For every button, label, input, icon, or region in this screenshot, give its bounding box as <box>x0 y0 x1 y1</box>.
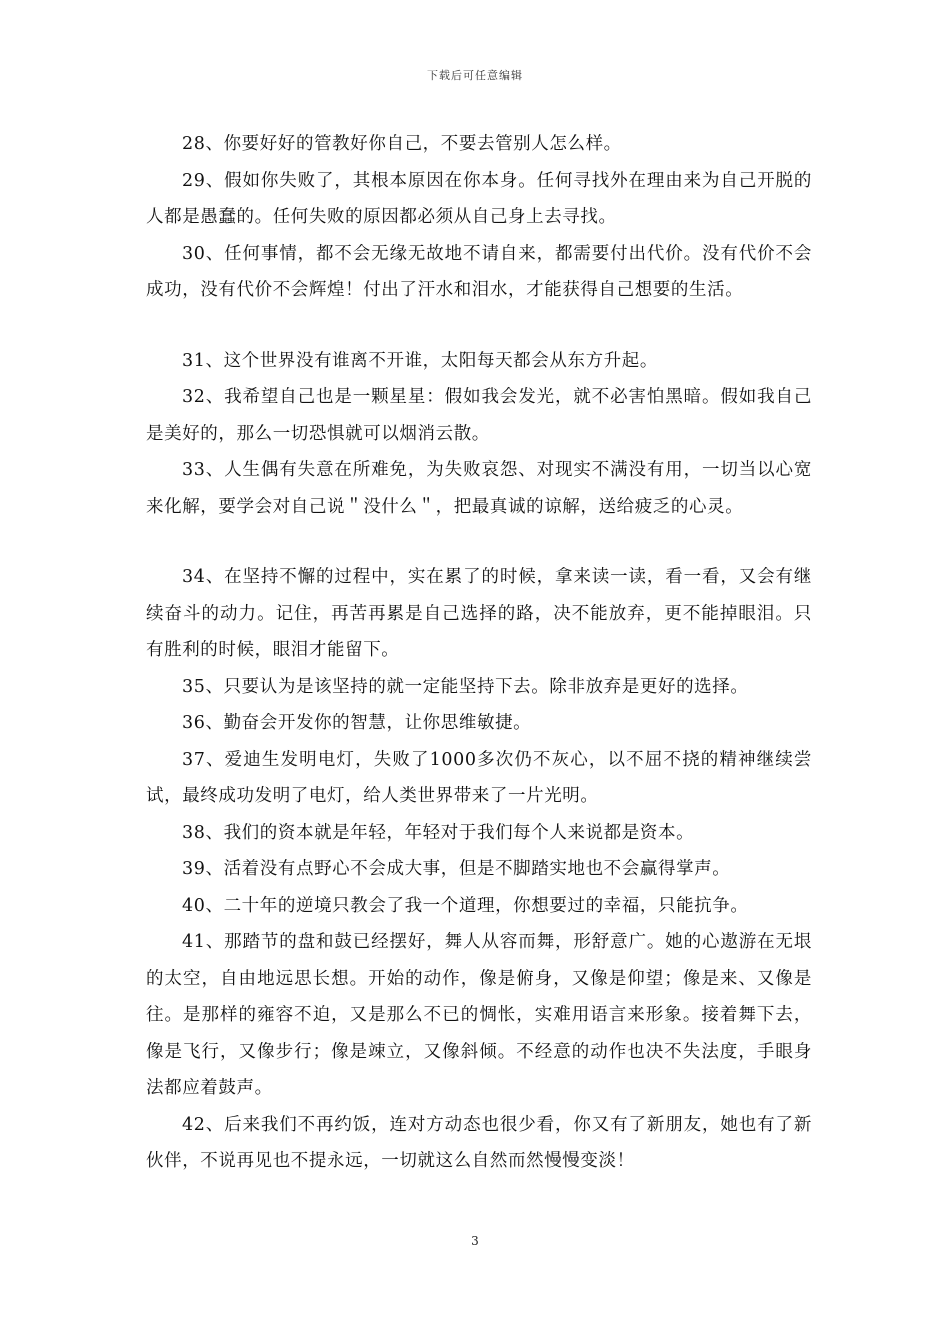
paragraph-31: 31、这个世界没有谁离不开谁，太阳每天都会从东方升起。 <box>182 350 658 371</box>
paragraph-gap <box>146 309 812 343</box>
paragraph-37: 37、爱迪生发明电灯，失败了1000多次仍不灰心，以不屈不挠的精神继续尝试，最终成功发明了电灯，给人类世界带来了一片光明。 <box>146 749 812 806</box>
paragraph-35: 35、只要认为是该坚持的就一定能坚持下去。除非放弃是更好的选择。 <box>182 676 749 697</box>
document-body <box>146 126 812 1180</box>
paragraph-gap <box>146 525 812 559</box>
paragraph-38: 38、我们的资本就是年轻，年轻对于我们每个人来说都是资本。 <box>182 822 695 843</box>
paragraph-41: 41、那踏节的盘和鼓已经摆好，舞人从容而舞，形舒意广。她的心遨游在无垠的太空，自由地远思长想。开始的动作，像是俯身，又像是仰望；像是来、又像是往。是那样的雍容不迫，又是那么不已的惆怅，实难用语言来形象。接着舞下去，像是飞行，又像步行；像是竦立，又像斜倾。不经意的动作也决不失法度，手眼身法都应着鼓声。 <box>146 932 812 1098</box>
paragraph-28: 28、你要好好的管教好你自己，不要去管别人怎么样。 <box>182 134 622 154</box>
paragraph-42: 42、后来我们不再约饭，连对方动态也很少看，你又有了新朋友，她也有了新伙伴，不说再见也不提永远，一切就这么自然而然慢慢变淡！ <box>146 1114 812 1171</box>
paragraph-33: 33、人生偶有失意在所难免，为失败哀怨、对现实不满没有用，一切当以心宽来化解，要学会对自己说＂没什么＂，把最真诚的谅解，送给疲乏的心灵。 <box>146 460 812 517</box>
paragraph-30: 30、任何事情，都不会无缘无故地不请自来，都需要付出代价。没有代价不会成功，没有代价不会辉煌！付出了汗水和泪水，才能获得自己想要的生活。 <box>146 243 812 300</box>
paragraph-32: 32、我希望自己也是一颗星星：假如我会发光，就不必害怕黑暗。假如我自己是美好的，那么一切恐惧就可以烟消云散。 <box>146 387 812 444</box>
page-header: 下载后可任意编辑 <box>427 69 523 82</box>
paragraph-39: 39、活着没有点野心不会成大事，但是不脚踏实地也不会赢得掌声。 <box>182 859 731 879</box>
paragraph-36: 36、勤奋会开发你的智慧，让你思维敏捷。 <box>182 713 532 733</box>
paragraph-29: 29、假如你失败了，其根本原因在你本身。任何寻找外在理由来为自己开脱的人都是愚蠢的。任何失败的原因都必须从自己身上去寻找。 <box>146 170 812 227</box>
page-number: 3 <box>471 1234 479 1248</box>
paragraph-40: 40、二十年的逆境只教会了我一个道理，你想要过的幸福，只能抗争。 <box>182 895 749 916</box>
paragraph-34: 34、在坚持不懈的过程中，实在累了的时候，拿来读一读，看一看，又会有继续奋斗的动力。记住，再苦再累是自己选择的路，决不能放弃，更不能掉眼泪。只有胜利的时候，眼泪才能留下。 <box>146 567 812 660</box>
